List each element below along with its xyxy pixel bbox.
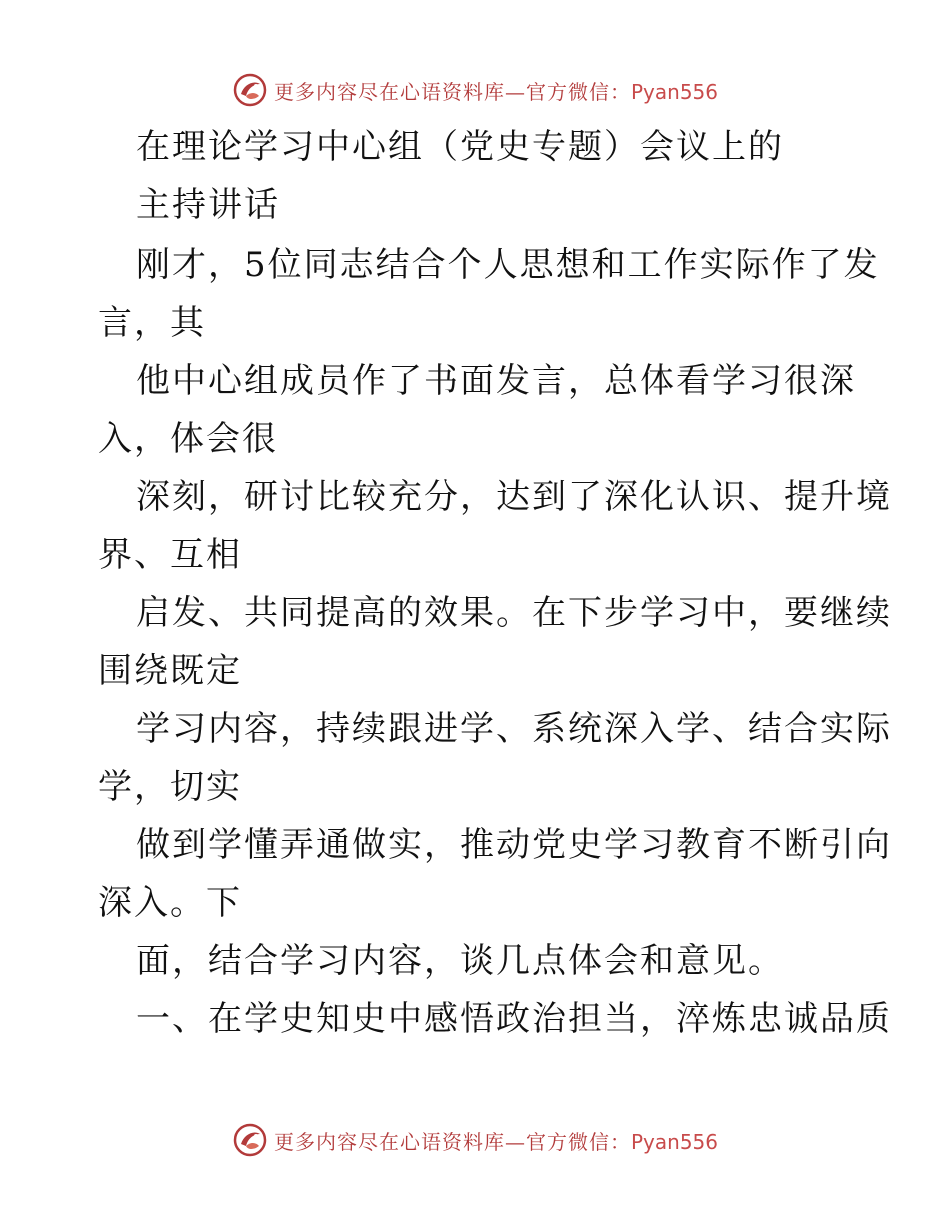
header-banner	[0, 70, 950, 110]
footer-wechat-id: Pyan556	[630, 1129, 718, 1154]
header-banner-text	[274, 76, 718, 105]
footer-banner-text	[274, 1126, 718, 1155]
paragraph-line: 刚才，5位同志结合个人思想和工作实际作了发	[136, 245, 880, 285]
red-swirl-logo-icon	[232, 1122, 268, 1158]
footer-banner	[0, 1120, 950, 1160]
paragraph-line: 启发、共同提高的效果。在下步学习中，要继续	[136, 593, 892, 633]
paragraph-line: 学习内容，持续跟进学、系统深入学、结合实际	[136, 709, 892, 749]
paragraph-line: 入，体会很	[98, 419, 278, 459]
section-heading-1: 一、在学史知史中感悟政治担当，淬炼忠诚品质	[136, 999, 892, 1039]
paragraph-line: 深入。下	[98, 883, 242, 923]
header-banner-inner	[232, 72, 718, 108]
document-title-line-1: 在理论学习中心组（党史专题）会议上的	[136, 127, 784, 167]
paragraph-line: 学，切实	[98, 767, 242, 807]
header-wechat-id: Pyan556	[630, 79, 718, 104]
paragraph-line: 深刻，研讨比较充分，达到了深化认识、提升境	[136, 477, 892, 517]
paragraph-line: 界、互相	[98, 535, 242, 575]
paragraph-line: 面，结合学习内容，谈几点体会和意见。	[136, 941, 784, 981]
red-swirl-logo-icon	[232, 72, 268, 108]
paragraph-line: 他中心组成员作了书面发言，总体看学习很深	[136, 361, 856, 401]
paragraph-line: 做到学懂弄通做实，推动党史学习教育不断引向	[136, 825, 892, 865]
footer-banner-label: 更多内容尽在心语资料库—官方微信：	[273, 1129, 631, 1154]
header-banner-label: 更多内容尽在心语资料库—官方微信：	[273, 79, 631, 104]
document-title-line-2: 主持讲话	[136, 185, 280, 225]
paragraph-line: 言，其	[98, 303, 206, 343]
paragraph-line: 围绕既定	[98, 651, 242, 691]
footer-banner-inner	[232, 1122, 718, 1158]
